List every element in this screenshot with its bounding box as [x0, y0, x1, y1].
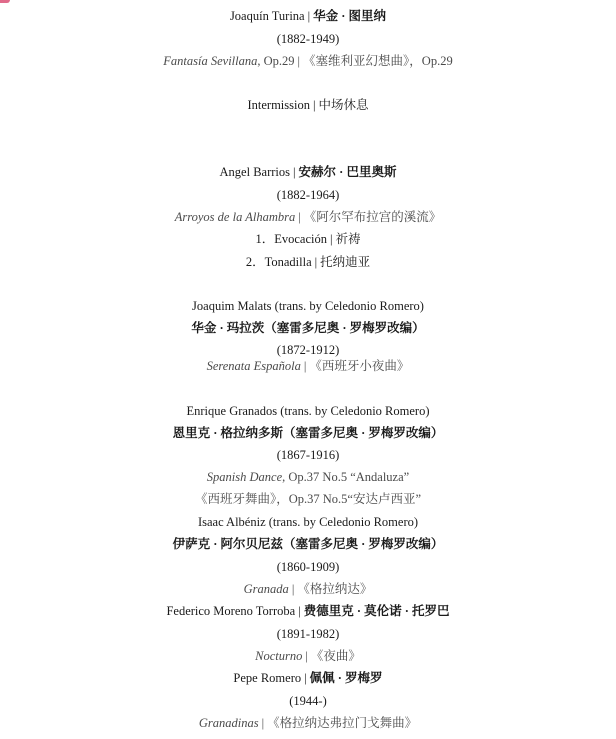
separator: | [303, 359, 307, 373]
movement-1 [0, 230, 616, 248]
composer-malats: Joaquim Malats (trans. by Celedonio Romero) [192, 299, 424, 313]
work-title-cn: 《阿尔罕布拉宫的溪流》 [303, 210, 442, 224]
separator: | [304, 671, 307, 685]
work-granados [0, 468, 616, 486]
composer-name: Pepe Romero [233, 671, 302, 685]
composer-dates: (1944-) [289, 694, 327, 708]
movement-title: 2．Tonadilla [245, 255, 312, 269]
intermission-label: Intermission [247, 98, 310, 112]
composer-barrios [0, 163, 616, 181]
work-title: Spanish Dance [206, 470, 283, 484]
work-title: Serenata Española [206, 359, 301, 373]
intermission [0, 96, 616, 114]
composer-name-cn: 恩里克 · 格拉纳多斯（塞雷多尼奥 · 罗梅罗改编） [172, 426, 444, 440]
composer-dates: (1882-1964) [276, 188, 340, 202]
composer-name: Joaquín Turina [229, 9, 305, 23]
composer-dates: (1867-1916) [276, 448, 340, 462]
movement-title: 1．Evocación [255, 232, 327, 246]
work-title-cn: 《塞维利亚幻想曲》，Op.29 [303, 54, 453, 68]
work-title: Fantasía Sevillana [163, 54, 258, 68]
movement-2 [0, 253, 616, 271]
movement-title-cn: 托纳迪亚 [320, 255, 371, 269]
work-granados-cn: 《西班牙舞曲》，Op.37 No.5“安达卢西亚” [194, 492, 422, 506]
separator: | [291, 582, 295, 596]
separator: | [297, 54, 301, 68]
separator: | [307, 9, 311, 23]
composer-name-cn: 费德里克 · 莫伦诺 · 托罗巴 [303, 604, 450, 618]
corner-accent-mark [0, 0, 10, 3]
composer-name-cn: 伊萨克 · 阿尔贝尼兹（塞雷多尼奥 · 罗梅罗改编） [172, 537, 444, 551]
work-title: Arroyos de la Alhambra [174, 210, 296, 224]
composer-dates: (1860-1909) [276, 560, 340, 574]
work-opus: , Op.37 No.5 “Andaluza” [282, 470, 410, 484]
composer-name-cn: 华金 · 玛拉茨（塞雷多尼奥 · 罗梅罗改编） [191, 321, 425, 335]
separator: | [329, 232, 333, 246]
composer-albeniz: Isaac Albéniz (trans. by Celedonio Romero) [197, 515, 419, 529]
work-malats [0, 357, 616, 375]
composer-dates: (1882-1949) [276, 32, 340, 46]
work-turina [0, 52, 616, 70]
separator: | [314, 255, 318, 269]
work-title: Granadinas [198, 716, 259, 730]
work-opus: , Op.29 [257, 54, 295, 68]
separator: | [312, 98, 316, 112]
separator: | [293, 165, 296, 179]
work-torroba [0, 647, 616, 665]
separator: | [298, 210, 301, 224]
composer-dates: (1891-1982) [276, 627, 340, 641]
separator: | [298, 604, 301, 618]
intermission-label-cn: 中场休息 [318, 98, 369, 112]
separator: | [305, 649, 308, 663]
composer-granados: Enrique Granados (trans. by Celedonio Romero) [186, 404, 430, 418]
work-romero [0, 714, 616, 732]
composer-torroba [0, 602, 616, 620]
composer-name-cn: 佩佩 · 罗梅罗 [309, 671, 383, 685]
work-title-cn: 《西班牙小夜曲》 [309, 359, 410, 373]
work-title: Nocturno [255, 649, 303, 663]
composer-turina [0, 7, 616, 25]
work-title-cn: 《夜曲》 [310, 649, 361, 663]
work-title: Granada [243, 582, 289, 596]
composer-dates: (1872-1912) [276, 343, 340, 357]
composer-name-cn: 安赫尔 · 巴里奥斯 [298, 165, 397, 179]
movement-title-cn: 祈祷 [335, 232, 361, 246]
separator: | [261, 716, 265, 730]
work-barrios [0, 208, 616, 226]
composer-romero [0, 669, 616, 687]
work-title-cn: 《格拉纳达弗拉门戈舞曲》 [267, 716, 418, 730]
composer-name-cn: 华金 · 图里纳 [313, 9, 387, 23]
composer-name: Angel Barrios [219, 165, 291, 179]
composer-name: Federico Moreno Torroba [166, 604, 296, 618]
work-albeniz [0, 580, 616, 598]
work-title-cn: 《格拉纳达》 [297, 582, 373, 596]
